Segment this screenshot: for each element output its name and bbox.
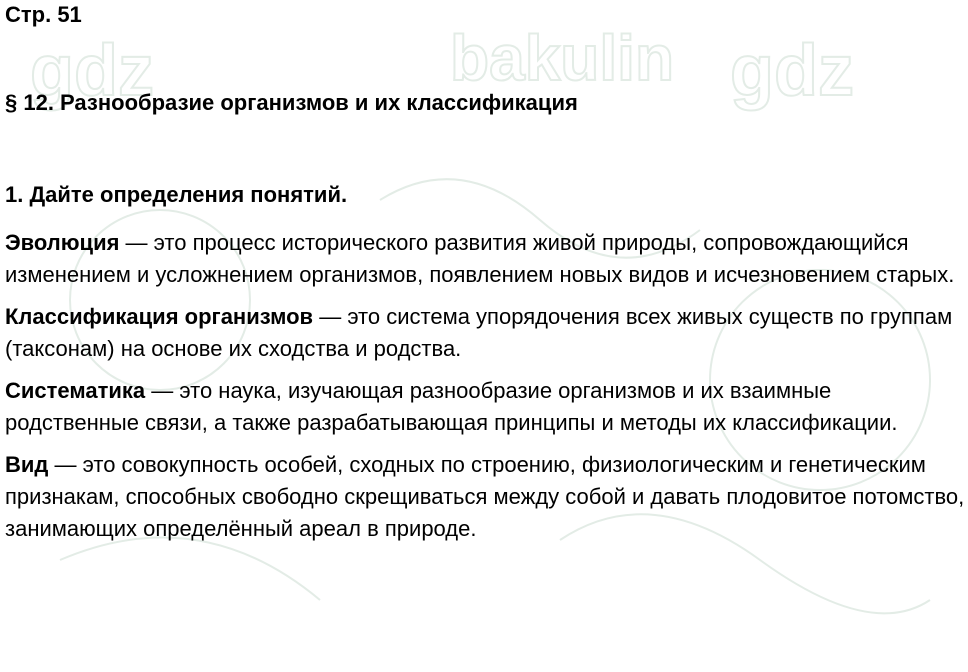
task-title: 1. Дайте определения понятий. [5,182,348,207]
watermark-text-left: gdz [30,31,154,111]
definition-text: это процесс исторического развития живой природы, сопровождающийся изменением и усложнением организмов, появлением новых видов и исчезновением старых. [5,230,955,287]
definition-text: это система упорядочения всех живых существ по группам (таксонам) на основе их сходства и родства. [5,304,953,361]
definition-evolution [5,227,965,291]
definition-term: Систематика [5,378,146,403]
definitions-list [5,227,965,555]
definition-text: это наука, изучающая разнообразие организмов и их взаимные родственные связи, а также разрабатывающая принципы и методы их классификации. [5,378,898,435]
definition-species [5,449,965,545]
section-title: § 12. Разнообразие организмов и их классификация [5,90,578,115]
definition-term: Классификация организмов [5,304,314,329]
definition-dash: — [313,304,348,329]
definition-text: это совокупность особей, сходных по строению, физиологическим и генетическим признакам, способных свободно скрещиваться между собой и давать плодовитое потомство, занимающих определённый ареал в природе. [5,452,965,541]
definition-dash: — [145,378,180,403]
definition-dash: — [119,230,154,255]
watermark-text-right: gdz [730,31,854,111]
definition-classification [5,301,965,365]
definition-systematics [5,375,965,439]
definition-term: Вид [5,452,49,477]
definition-dash: — [48,452,83,477]
page-number: Стр. 51 [5,2,82,27]
definition-term: Эволюция [5,230,120,255]
watermark-text-center: bakulin [450,22,675,94]
